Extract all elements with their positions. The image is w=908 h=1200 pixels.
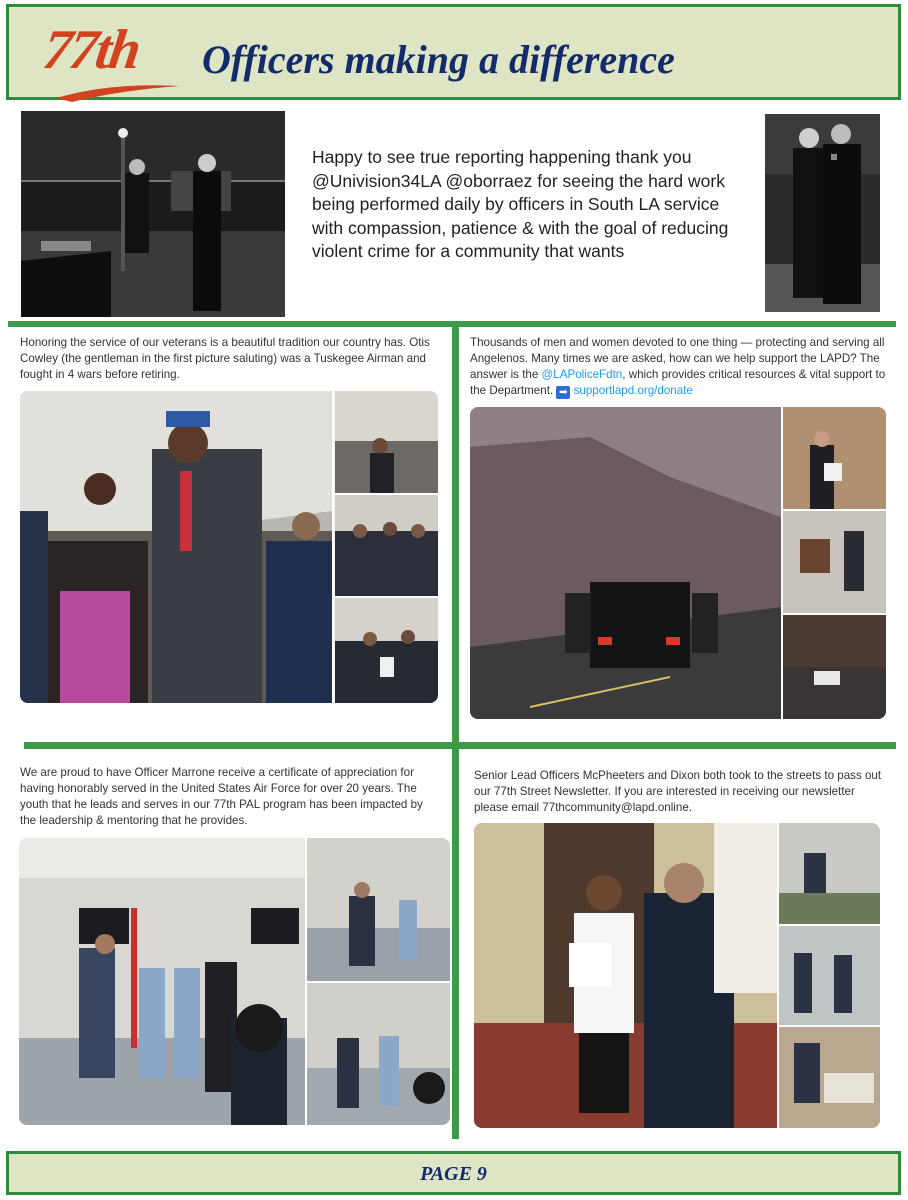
marrone-photo-collage <box>19 838 450 1125</box>
vertical-divider <box>452 321 459 1139</box>
wildfire-thumb-3 <box>783 615 886 719</box>
veterans-photo-collage <box>20 391 438 703</box>
wildfire-thumb-2 <box>783 511 886 613</box>
right-arrow-icon: ➡ <box>556 386 570 399</box>
logo-swoosh-icon <box>52 80 184 104</box>
veterans-thumb-3 <box>335 598 438 703</box>
veterans-caption: Honoring the service of our veterans is a beautiful tradition our country has. Otis Cowley (the gentleman in the first picture saluting) was a Tuskegee Airman and fought in 4 wars before retiring. <box>20 336 430 381</box>
top-tweet-text: Happy to see true reporting happening thank you @Univision34LA @oborraez for seeing the hard work being performed daily by officers in South LA service with compassion, patience & with the goal of reducing violent crime for a community that wants <box>312 147 729 261</box>
veterans-thumb-1 <box>335 391 438 493</box>
page-number: PAGE 9 <box>420 1163 487 1185</box>
officers-portrait-photo <box>765 114 880 312</box>
footer-banner <box>6 1151 901 1195</box>
foundation-caption-text: Thousands of men and women devoted to one thing — protecting and serving all Angelenos. Many times we are asked, how can we help support the LAPD? The answer is the <box>470 336 885 381</box>
newsletter-photo-collage <box>474 823 880 1128</box>
night-salute-photo <box>21 111 285 317</box>
newsletter-thumb-1 <box>779 823 880 924</box>
newsletter-thumb-2 <box>779 926 880 1025</box>
lapd-foundation-handle-link[interactable]: @LAPoliceFdtn <box>541 368 623 381</box>
wildfire-main-photo <box>470 407 781 719</box>
newsletter-main-photo <box>474 823 777 1128</box>
wildfire-thumb-1 <box>783 407 886 509</box>
veterans-thumb-2 <box>335 495 438 596</box>
marrone-thumb-1 <box>307 838 450 981</box>
foundation-caption-text-2: , which provides critical resources & vital support to the Department. <box>470 368 886 397</box>
logo-text: 77th <box>39 19 144 81</box>
salute-main-photo <box>20 391 332 703</box>
marrone-caption: We are proud to have Officer Marrone receive a certificate of appreciation for having honorably served in the United States Air Force for over 20 years. The youth that he leads and serves in our 77th PAL program has been impacted by the leadership & mentoring that he provides. <box>20 766 423 827</box>
wildfire-photo-collage <box>470 407 886 719</box>
marrone-thumb-2 <box>307 983 450 1125</box>
donate-link[interactable]: supportlapd.org/donate <box>573 384 693 397</box>
foundation-caption <box>470 335 888 399</box>
page-title: Officers making a difference <box>202 37 675 82</box>
77th-logo <box>39 18 184 104</box>
horizontal-divider-middle <box>24 742 896 749</box>
newsletter-caption: Senior Lead Officers McPheeters and Dixon both took to the streets to pass out our 77th Street Newsletter. If you are interested in receiving our newsletter please email 77thcommunity@lapd.online. <box>474 769 882 814</box>
marrone-main-photo <box>19 838 305 1125</box>
newsletter-thumb-3 <box>779 1027 880 1128</box>
